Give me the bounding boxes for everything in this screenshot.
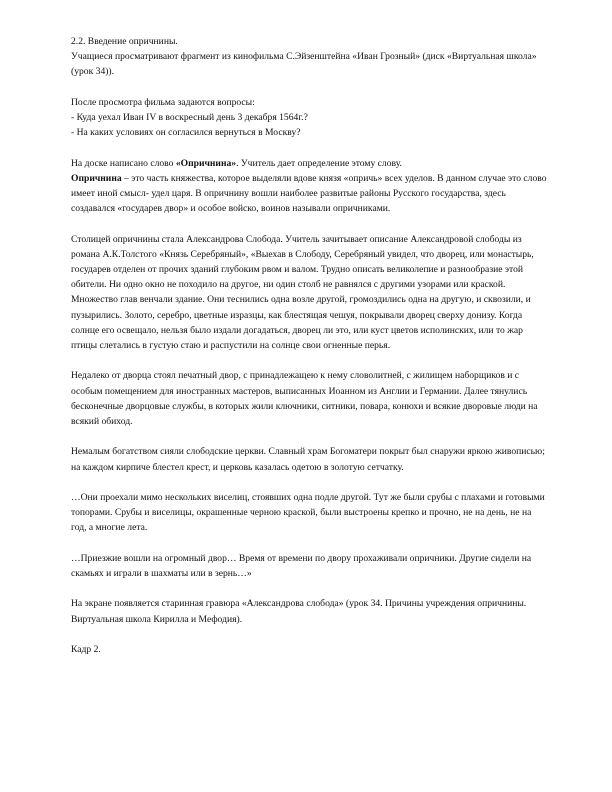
- spacer: [71, 216, 549, 231]
- board-word: «Опричнина»: [175, 157, 237, 169]
- spacer: [71, 140, 549, 155]
- question-item: - Куда уехал Иван IV в воскресный день 3 декабря 1564г.?: [71, 112, 308, 123]
- definition-text: – это часть княжества, которое выделяли вдове князя «опричь» всех уделов. В данном случае это слово имеет иной смысл- удел царя. В опричнину вошли наиболее развитые районы Русского государства, здесь создавался «государев двор» и особое войско, воинов называли опричниками.: [71, 172, 547, 215]
- question-item: - На каких условиях он согласился вернуться в Москву?: [71, 127, 301, 139]
- body-paragraph: …Приезжие вошли на огромный двор… Время от времени по двору прохаживали опричники. Другие сидели на скамьях и играли в шахматы или в зернь…»: [71, 552, 532, 579]
- body-paragraph: Недалеко от дворца стоял печатный двор, с принадлежащею к нему словолитней, с жилищем наборщиков и с особым помещением для иностранных мастеров, выписанных Иоанном из Англии и Германии. Далее тянулись бесконечные дворцовые службы, в которых жили ключники, ситники, повара, конюхи и всякие дворовые люди на всякий обиход.: [71, 370, 538, 428]
- body-paragraph: Столицей опричнины стала Александрова Слобода. Учитель зачитывает описание Александровой слободы из романа А.К.Толстого «Князь Серебряный», «Выехав в Слободу, Серебряный увидел, что дворец, или монастырь, государев отделен от прочих зданий глубоким рвом и валом. Трудно описать великолепие и разнообразие этой обители. Ни одно окно не походило на другое, ни один столб не равнялся с другими узорами или краской. Множество глав венчали здание. Они теснились одна возле другой, громоздились одна на другую, и сквозили, и пузырились. Золото, серебро, цветные изразцы, как блестящая чешуя, покрывали дворец сверху донизу. Когда солнце его освещало, нельзя было издали догадаться, дворец ли это, или куст цветов исполинских, или то жар птицы слетались в густую стаю и распустили на солнце свои огненные перья.: [71, 233, 534, 352]
- body-paragraph: …Они проехали мимо нескольких виселиц, стоявших одна подле другой. Тут же были срубы с плахами и готовыми топорами. Срубы и виселицы, окрашенные черною краской, были выстроены крепко и прочно, не на день, не на год, а многие лета.: [71, 492, 545, 534]
- board-prefix: На доске написано слово: [71, 157, 176, 169]
- spacer: [71, 80, 549, 95]
- spacer: [71, 536, 549, 551]
- definition-term: Опричнина: [71, 172, 122, 184]
- document-page: [71, 34, 549, 657]
- definition-paragraph: [71, 171, 549, 217]
- board-paragraph: [71, 156, 549, 171]
- body-paragraph: Немалым богатством сияли слободские церкви. Славный храм Богоматери покрыт был снаружи яркою живописью; на каждом кирпиче блестел крест, и церковь казалась одетою в золотую сетчатку.: [71, 446, 545, 473]
- spacer: [71, 581, 549, 596]
- spacer: [71, 627, 549, 642]
- spacer: [71, 353, 549, 368]
- intro-paragraph: Учащиеся просматривают фрагмент из кинофильма С.Эйзенштейна «Иван Грозный» (диск «Виртуальная школа» (урок 34)).: [71, 51, 537, 78]
- frame-label: Кадр 2.: [71, 643, 101, 655]
- body-paragraph: На экране появляется старинная гравюра «Александрова слобода» (урок 34. Причины учреждения опричнины. Виртуальная школа Кирилла и Мефодия).: [71, 598, 527, 625]
- board-suffix: . Учитель дает определение этому слову.: [236, 157, 402, 169]
- section-title: 2.2. Введение опричнины.: [71, 36, 178, 47]
- spacer: [71, 429, 549, 444]
- spacer: [71, 475, 549, 490]
- questions-heading: После просмотра фильма задаются вопросы:: [71, 96, 255, 108]
